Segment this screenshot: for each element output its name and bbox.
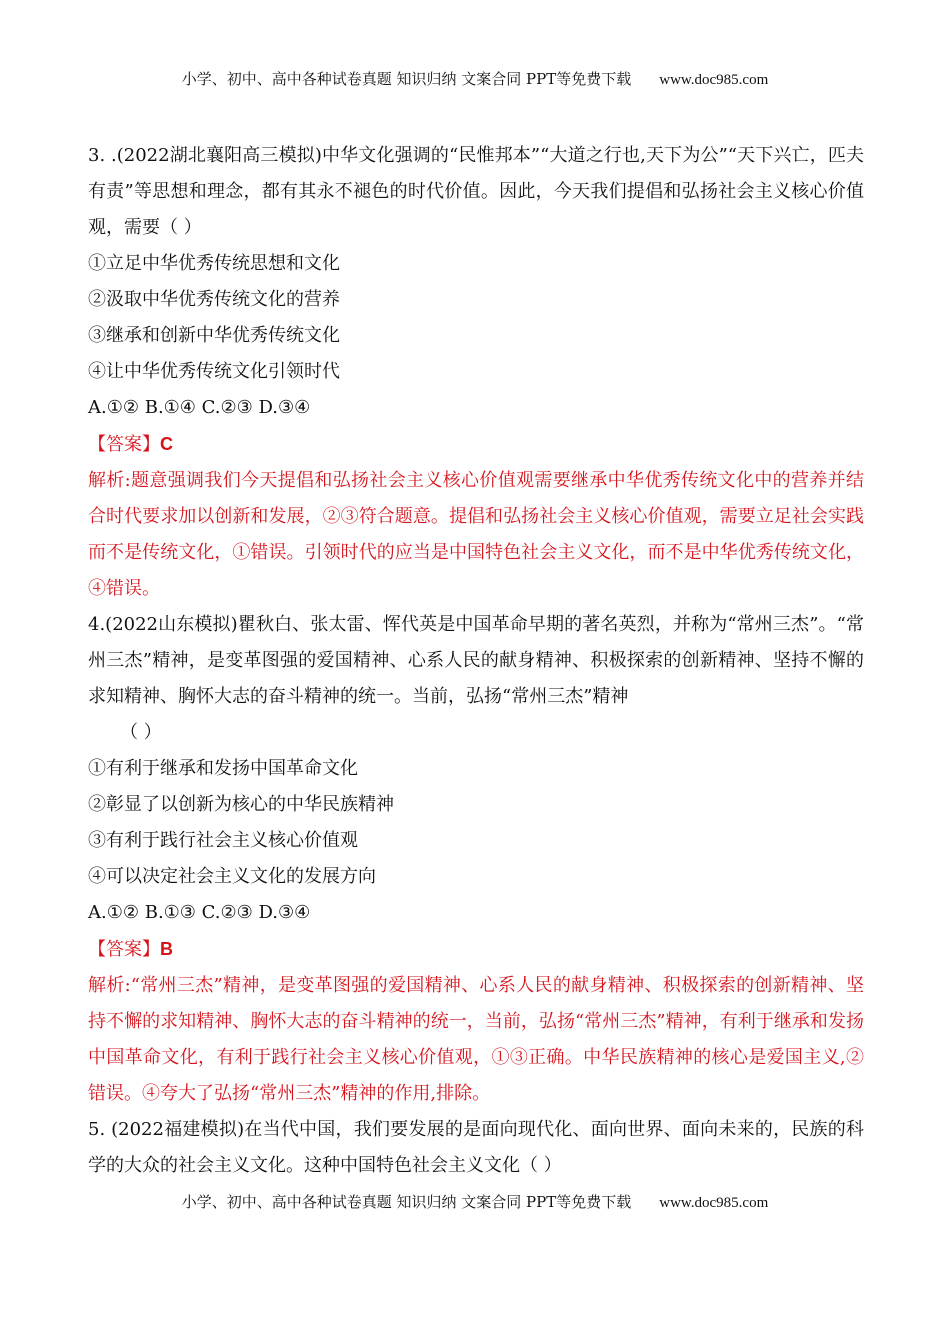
answer-value: C: [160, 434, 173, 454]
footer-url[interactable]: www.doc985.com: [659, 1195, 769, 1211]
header-text: 小学、初中、高中各种试卷真题 知识归纳 文案合同 PPT等免费下载: [181, 70, 632, 88]
question-3-analysis: 解析:题意强调我们今天提倡和弘扬社会主义核心价值观需要继承中华优秀传统文化中的营养并结合时代要求加以创新和发展，②③符合题意。提倡和弘扬社会主义核心价值观，需要立足社会实践而不是传统文化，①错误。引领时代的应当是中国特色社会主义文化，而不是中华优秀传统文化，④错误。: [88, 470, 864, 599]
question-3-option-1: ①立足中华优秀传统思想和文化: [88, 253, 340, 274]
question-3-choices: A.①② B.①④ C.②③ D.③④: [88, 397, 311, 418]
question-4-option-2: ②彰显了以创新为核心的中华民族精神: [88, 794, 394, 815]
answer-label: 【答案】: [88, 939, 160, 960]
question-4-analysis: 解析:“常州三杰”精神，是变革图强的爱国精神、心系人民的献身精神、积极探索的创新精神、坚持不懈的求知精神、胸怀大志的奋斗精神的统一，当前，弘扬“常州三杰”精神，有利于继承和发扬中国革命文化，有利于践行社会主义核心价值观，①③正确。中华民族精神的核心是爱国主义,② 错误。④夸大了弘扬“常州三杰”精神的作用,排除。: [88, 975, 864, 1104]
question-4-option-4: ④可以决定社会主义文化的发展方向: [88, 866, 376, 887]
question-3-answer: [88, 426, 864, 463]
document-body: [88, 138, 864, 1184]
question-3-option-3: ③继承和创新中华优秀传统文化: [88, 325, 340, 346]
question-3-stem: 3. .(2022湖北襄阳高三模拟)中华文化强调的“民惟邦本”“大道之行也,天下为公”“天下兴亡，匹夫有责”等思想和理念，都有其永不褪色的时代价值。因此，今天我们提倡和弘扬社会主义核心价值观，需要（ ）: [88, 145, 864, 238]
footer-text: 小学、初中、高中各种试卷真题 知识归纳 文案合同 PPT等免费下载: [181, 1193, 632, 1211]
question-3: [88, 138, 864, 607]
question-4-answer: [88, 931, 864, 968]
question-3-option-2: ②汲取中华优秀传统文化的营养: [88, 289, 340, 310]
question-4-option-1: ①有利于继承和发扬中国革命文化: [88, 758, 358, 779]
page-header: [0, 68, 950, 89]
question-4-option-3: ③有利于践行社会主义核心价值观: [88, 830, 358, 851]
question-3-option-4: ④让中华优秀传统文化引领时代: [88, 361, 340, 382]
header-url[interactable]: www.doc985.com: [659, 72, 769, 88]
question-4-stem: 4.(2022山东模拟)瞿秋白、张太雷、恽代英是中国革命早期的著名英烈，并称为“常州三杰”。“常州三杰”精神，是变革图强的爱国精神、心系人民的献身精神、积极探索的创新精神、坚持不懈的求知精神、胸怀大志的奋斗精神的统一。当前，弘扬“常州三杰”精神: [88, 614, 864, 707]
question-5-stem: 5. (2022福建模拟)在当代中国，我们要发展的是面向现代化、面向世界、面向未来的，民族的科学的大众的社会主义文化。这种中国特色社会主义文化（ ）: [88, 1119, 864, 1176]
answer-value: B: [160, 939, 173, 959]
answer-label: 【答案】: [88, 434, 160, 455]
question-4-blank: （ ）: [120, 722, 162, 743]
question-5: [88, 1112, 864, 1184]
page-footer: [0, 1191, 950, 1212]
question-4: [88, 607, 864, 1112]
question-4-choices: A.①② B.①③ C.②③ D.③④: [88, 902, 311, 923]
